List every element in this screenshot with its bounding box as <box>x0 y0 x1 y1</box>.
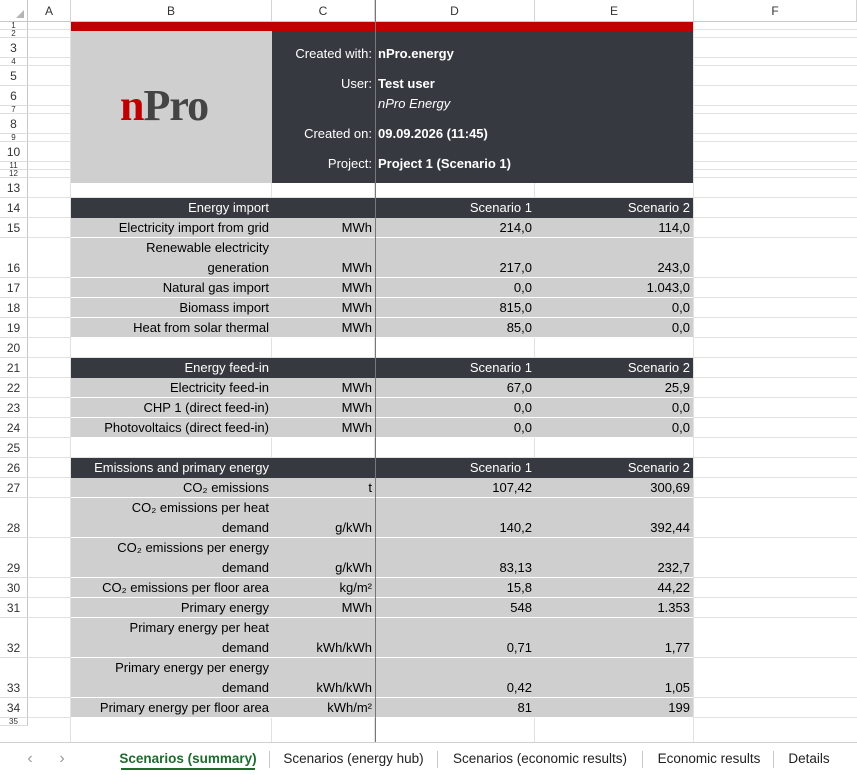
row-label-line2: Electricity import from grid <box>118 220 269 235</box>
row-header-1[interactable]: 1 <box>0 22 28 30</box>
row-unit[interactable]: g/kWh <box>335 520 372 535</box>
tab-scroll-right-button[interactable]: › <box>59 750 65 767</box>
row-header-22[interactable]: 22 <box>0 378 28 398</box>
row-label[interactable] <box>71 658 272 698</box>
row-value-scenario-2[interactable]: 25,9 <box>664 380 690 395</box>
row-label-line2: CO₂ emissions <box>183 480 269 495</box>
row-value-scenario-2[interactable]: 0,0 <box>671 400 690 415</box>
row-unit[interactable]: MWh <box>341 300 372 315</box>
row-label-line2: demand <box>222 680 269 695</box>
row-label[interactable] <box>71 538 272 578</box>
logo-n: n <box>120 81 144 130</box>
row-unit[interactable]: g/kWh <box>335 560 372 575</box>
section-title-import[interactable]: Energy import <box>188 200 269 215</box>
row-header-18[interactable]: 18 <box>0 298 28 318</box>
row-value-scenario-1[interactable]: 217,0 <box>499 260 532 275</box>
row-value-scenario-2[interactable]: 199 <box>668 700 690 715</box>
row-value-scenario-1[interactable]: 81 <box>517 700 532 715</box>
row-value-scenario-1[interactable]: 0,0 <box>513 420 532 435</box>
row-label[interactable] <box>71 418 272 438</box>
row-label-line2: demand <box>222 640 269 655</box>
row-value-scenario-2[interactable]: 0,0 <box>671 300 690 315</box>
row-header-12[interactable]: 12 <box>0 170 28 178</box>
row-value-scenario-1[interactable]: 85,0 <box>506 320 532 335</box>
row-header-24[interactable]: 24 <box>0 418 28 438</box>
section-col2-import[interactable]: Scenario 2 <box>627 200 690 215</box>
row-label[interactable] <box>71 378 272 398</box>
row-label-line2: demand <box>222 520 269 535</box>
user-label[interactable]: User: <box>340 76 372 91</box>
row-value-scenario-2[interactable]: 300,69 <box>650 480 690 495</box>
row-label-line2: Primary energy per floor area <box>99 700 269 715</box>
row-header-29[interactable]: 29 <box>0 538 28 578</box>
row-label[interactable] <box>71 318 272 338</box>
row-value-scenario-2[interactable]: 243,0 <box>657 260 690 275</box>
row-header-32[interactable]: 32 <box>0 618 28 658</box>
row-label[interactable] <box>71 598 272 618</box>
column-header-b[interactable]: B <box>71 0 272 22</box>
row-header-16[interactable]: 16 <box>0 238 28 278</box>
row-label-line2: Natural gas import <box>162 280 269 295</box>
row-header-21[interactable]: 21 <box>0 358 28 378</box>
row-value-scenario-1[interactable]: 0,71 <box>506 640 532 655</box>
row-value-scenario-2[interactable]: 1,77 <box>664 640 690 655</box>
row-unit[interactable]: MWh <box>341 420 372 435</box>
row-unit[interactable]: kg/m² <box>339 580 372 595</box>
row-header-28[interactable]: 28 <box>0 498 28 538</box>
row-label[interactable] <box>71 398 272 418</box>
row-unit[interactable]: kWh/m² <box>327 700 372 715</box>
row-label-line2: CHP 1 (direct feed-in) <box>143 400 269 415</box>
row-header-8[interactable]: 8 <box>0 114 28 134</box>
row-label-line2: generation <box>207 260 269 275</box>
row-unit[interactable]: MWh <box>341 260 372 275</box>
row-header-19[interactable]: 19 <box>0 318 28 338</box>
row-value-scenario-2[interactable]: 0,0 <box>671 320 690 335</box>
row-label-line2: Heat from solar thermal <box>133 320 269 335</box>
row-value-scenario-1[interactable]: 214,0 <box>499 220 532 235</box>
row-header-20[interactable]: 20 <box>0 338 28 358</box>
row-label-line1: Primary energy per energy <box>115 660 269 675</box>
row-label[interactable] <box>71 498 272 538</box>
row-value-scenario-2[interactable]: 1.353 <box>657 600 690 615</box>
user-org[interactable]: nPro Energy <box>378 96 451 111</box>
row-label[interactable] <box>71 698 272 718</box>
row-value-scenario-2[interactable]: 392,44 <box>650 520 690 535</box>
column-header-a[interactable]: A <box>28 0 71 22</box>
row-unit[interactable]: t <box>368 480 372 495</box>
row-value-scenario-1[interactable]: 107,42 <box>492 480 532 495</box>
row-label-line1: CO₂ emissions per heat <box>131 500 269 515</box>
row-unit[interactable]: MWh <box>341 220 372 235</box>
row-value-scenario-1[interactable]: 15,8 <box>506 580 532 595</box>
row-value-scenario-1[interactable]: 83,13 <box>499 560 532 575</box>
tab-separator <box>773 751 774 768</box>
created-with-value[interactable]: nPro.energy <box>378 46 454 61</box>
project-value[interactable]: Project 1 (Scenario 1) <box>378 156 511 171</box>
row-label-line1: Primary energy per heat <box>129 620 269 635</box>
row-label[interactable] <box>71 218 272 238</box>
section-col1-import[interactable]: Scenario 1 <box>469 200 532 215</box>
row-label[interactable] <box>71 578 272 598</box>
row-unit[interactable]: MWh <box>341 380 372 395</box>
select-all-corner[interactable] <box>0 0 28 22</box>
row-header-5[interactable]: 5 <box>0 66 28 86</box>
row-header-26[interactable]: 26 <box>0 458 28 478</box>
row-value-scenario-1[interactable]: 0,42 <box>506 680 532 695</box>
row-header-3[interactable]: 3 <box>0 38 28 58</box>
row-unit[interactable]: MWh <box>341 400 372 415</box>
row-header-27[interactable]: 27 <box>0 478 28 498</box>
row-value-scenario-1[interactable]: 548 <box>510 600 532 615</box>
row-label-line2: CO₂ emissions per floor area <box>102 580 269 595</box>
row-header-35[interactable]: 35 <box>0 718 28 726</box>
row-value-scenario-2[interactable]: 44,22 <box>657 580 690 595</box>
row-label-line1: CO₂ emissions per energy <box>117 540 269 555</box>
header-red-band <box>71 22 693 31</box>
row-label[interactable] <box>71 478 272 498</box>
tab-separator <box>437 751 438 768</box>
row-value-scenario-2[interactable]: 232,7 <box>657 560 690 575</box>
sheet-tab-4[interactable]: Details <box>788 751 830 766</box>
row-value-scenario-1[interactable]: 67,0 <box>506 380 532 395</box>
row-label-line2: Primary energy <box>180 600 269 615</box>
column-header-c[interactable]: C <box>272 0 375 22</box>
section-col1-feedin[interactable]: Scenario 1 <box>469 360 532 375</box>
row-value-scenario-1[interactable]: 0,0 <box>513 280 532 295</box>
section-title-emissions[interactable]: Emissions and primary energy <box>94 460 269 475</box>
gridline-vertical <box>693 22 694 742</box>
row-value-scenario-2[interactable]: 1,05 <box>664 680 690 695</box>
row-header-23[interactable]: 23 <box>0 398 28 418</box>
logo-pro: Pro <box>143 81 209 130</box>
sheet-tab-3[interactable]: Economic results <box>657 751 761 766</box>
user-value[interactable]: Test user <box>378 76 435 91</box>
row-header-15[interactable]: 15 <box>0 218 28 238</box>
tab-separator <box>642 751 643 768</box>
row-header-17[interactable]: 17 <box>0 278 28 298</box>
row-label[interactable] <box>71 278 272 298</box>
row-unit[interactable]: MWh <box>341 600 372 615</box>
sheet-tab-1[interactable]: Scenarios (energy hub) <box>283 751 424 766</box>
sheet-tab-2[interactable]: Scenarios (economic results) <box>452 751 628 766</box>
created-with-label[interactable]: Created with: <box>295 46 372 61</box>
row-value-scenario-1[interactable]: 815,0 <box>499 300 532 315</box>
row-value-scenario-1[interactable]: 140,2 <box>499 520 532 535</box>
row-header-6[interactable]: 6 <box>0 86 28 106</box>
sheet-tab-bar <box>0 742 857 775</box>
project-label[interactable]: Project: <box>327 156 372 171</box>
row-unit[interactable]: kWh/kWh <box>316 640 372 655</box>
row-header-25[interactable]: 25 <box>0 438 28 458</box>
row-value-scenario-2[interactable]: 114,0 <box>658 220 690 235</box>
row-header-14[interactable]: 14 <box>0 198 28 218</box>
freeze-pane-divider <box>375 0 376 742</box>
sheet-tab-0[interactable]: Scenarios (summary) <box>115 743 261 775</box>
row-value-scenario-2[interactable]: 1.043,0 <box>646 280 690 295</box>
row-value-scenario-1[interactable]: 0,0 <box>513 400 532 415</box>
row-unit[interactable]: MWh <box>341 320 372 335</box>
row-label[interactable] <box>71 238 272 278</box>
row-label[interactable] <box>71 618 272 658</box>
row-label-line2: Biomass import <box>179 300 269 315</box>
row-label-line2: Photovoltaics (direct feed-in) <box>104 420 269 435</box>
row-label-line2: demand <box>222 560 269 575</box>
created-on-value[interactable]: 09.09.2026 (11:45) <box>378 126 488 141</box>
section-title-feedin[interactable]: Energy feed-in <box>184 360 269 375</box>
row-header-34[interactable]: 34 <box>0 698 28 718</box>
row-unit[interactable]: MWh <box>341 280 372 295</box>
npro-logo <box>120 80 208 131</box>
column-header-d[interactable]: D <box>375 0 535 22</box>
row-header-30[interactable]: 30 <box>0 578 28 598</box>
tab-separator <box>269 751 270 768</box>
row-header-10[interactable]: 10 <box>0 142 28 162</box>
row-label-line2: Electricity feed-in <box>170 380 269 395</box>
column-header-e[interactable]: E <box>535 0 694 22</box>
row-header-31[interactable]: 31 <box>0 598 28 618</box>
row-value-scenario-2[interactable]: 0,0 <box>671 420 690 435</box>
row-header-33[interactable]: 33 <box>0 658 28 698</box>
section-col2-emissions[interactable]: Scenario 2 <box>627 460 690 475</box>
created-on-label[interactable]: Created on: <box>304 126 372 141</box>
row-label-line1: Renewable electricity <box>146 240 269 255</box>
section-col2-feedin[interactable]: Scenario 2 <box>627 360 690 375</box>
tab-scroll-left-button[interactable]: ‹ <box>27 750 33 767</box>
row-header-11[interactable]: 11 <box>0 162 28 170</box>
row-header-2[interactable]: 2 <box>0 30 28 38</box>
row-unit[interactable]: kWh/kWh <box>316 680 372 695</box>
row-header-13[interactable]: 13 <box>0 178 28 198</box>
row-header-4[interactable]: 4 <box>0 58 28 66</box>
section-col1-emissions[interactable]: Scenario 1 <box>469 460 532 475</box>
row-header-7[interactable]: 7 <box>0 106 28 114</box>
row-header-9[interactable]: 9 <box>0 134 28 142</box>
column-header-f[interactable]: F <box>694 0 857 22</box>
row-label[interactable] <box>71 298 272 318</box>
